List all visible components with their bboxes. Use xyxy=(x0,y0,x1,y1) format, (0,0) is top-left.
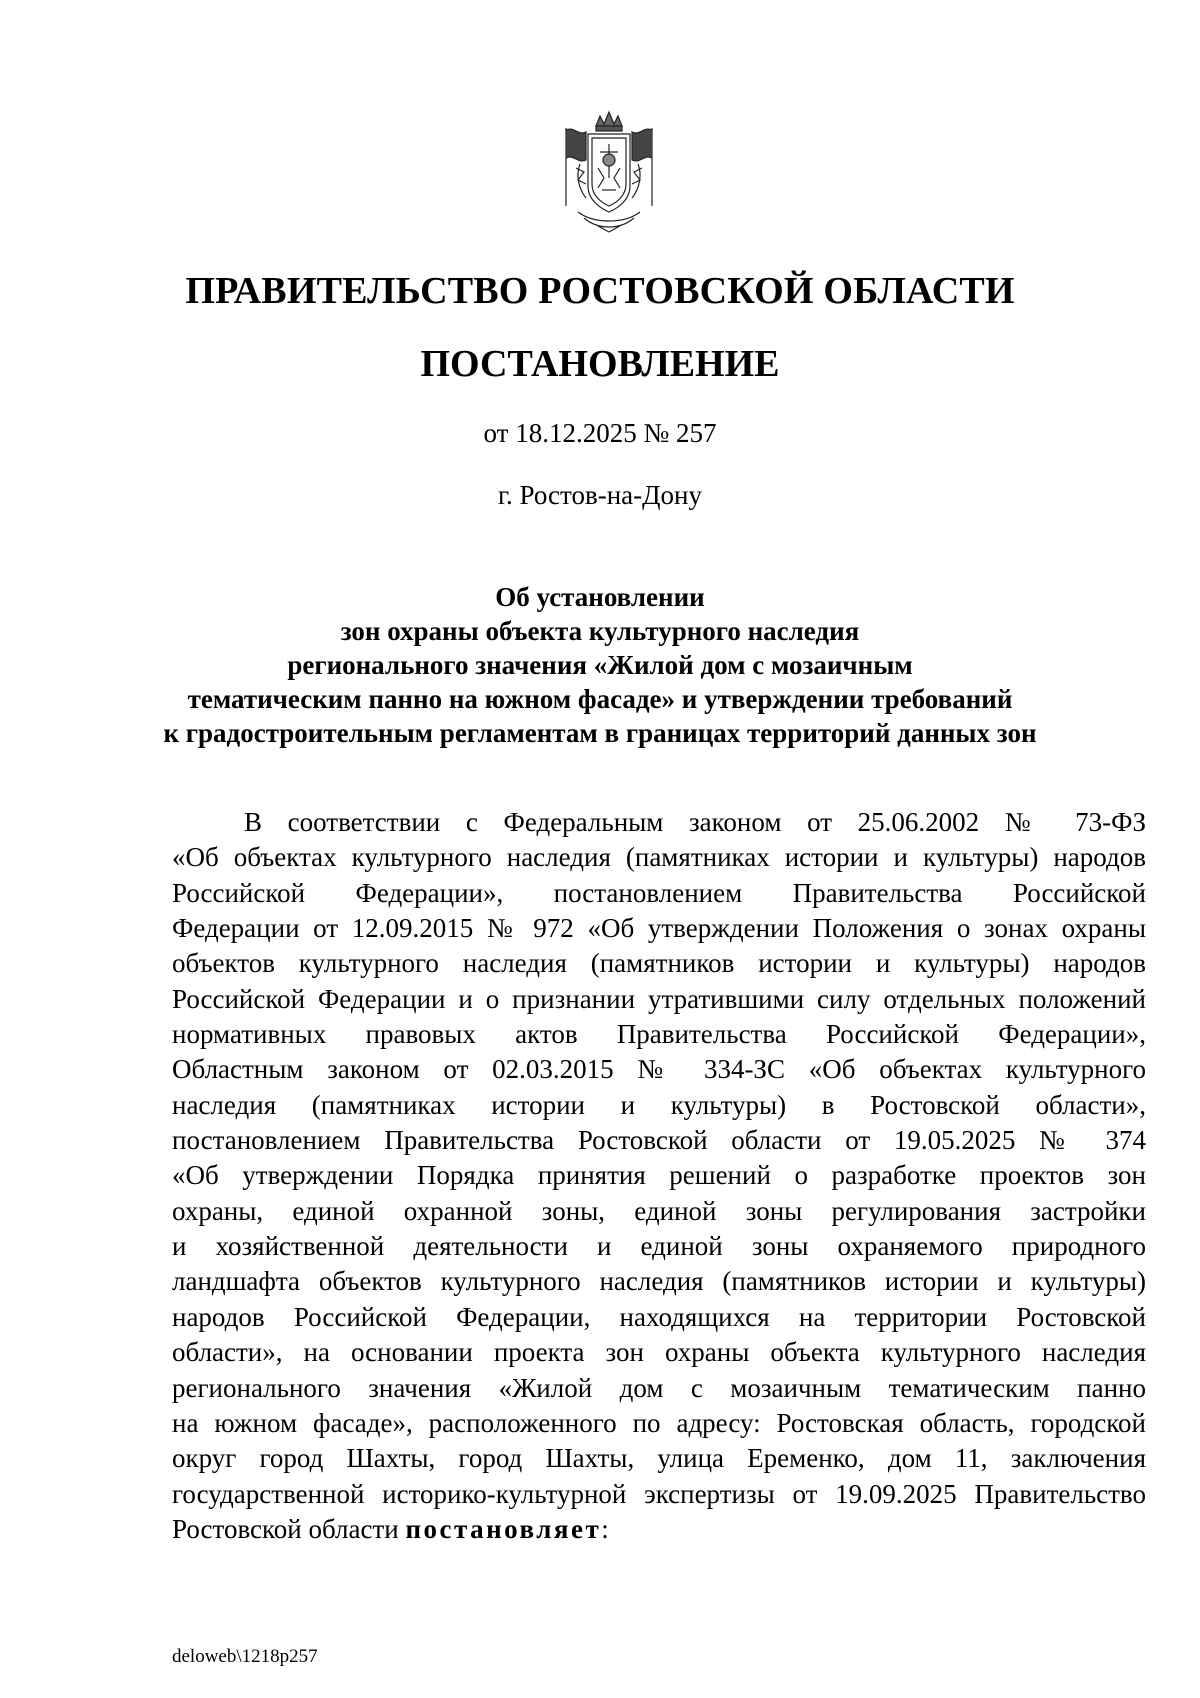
body-last-line xyxy=(172,1512,1146,1547)
organization-title: ПРАВИТЕЛЬСТВО РОСТОВСКОЙ ОБЛАСТИ xyxy=(185,270,1015,312)
subject-line: зон охраны объекта культурного наследия xyxy=(340,616,860,646)
document-subject xyxy=(120,580,1080,750)
body-line: объектов культурного наследия (памятников истории и культуры) народов xyxy=(172,948,1146,979)
body-line: регионального значения «Жилой дом с мозаичным тематическим панно xyxy=(172,1372,1146,1403)
document-body xyxy=(172,805,1146,1547)
subject-line: тематическим панно на южном фасаде» и утверждении требований xyxy=(187,684,1013,714)
body-line: «Об утверждении Порядка принятия решений о разработке проектов зон xyxy=(172,1160,1146,1191)
body-line: «Об объектах культурного наследия (памятниках истории и культуры) народов xyxy=(172,842,1146,873)
body-line: нормативных правовых актов Правительства Российской Федерации», xyxy=(172,1019,1146,1050)
body-line: Российской Федерации», постановлением Правительства Российской xyxy=(172,877,1146,908)
body-line: В соответствии с Федеральным законом от 25.06.2002 № 73-ФЗ xyxy=(244,807,1146,837)
body-line: Российской Федерации и о признании утратившими силу отдельных положений xyxy=(172,983,1146,1014)
body-line: области», на основании проекта зон охраны объекта культурного наследия xyxy=(172,1337,1146,1368)
file-reference: deloweb\1218p257 xyxy=(172,1646,318,1667)
body-line: округ город Шахты, город Шахты, улица Еременко, дом 11, заключения xyxy=(172,1443,1146,1474)
subject-line: к градостроительным регламентам в границах территорий данных зон xyxy=(163,718,1037,748)
subject-line: регионального значения «Жилой дом с мозаичным xyxy=(287,650,913,680)
body-line: ландшафта объектов культурного наследия (памятников истории и культуры) xyxy=(172,1266,1146,1297)
body-line: и хозяйственной деятельности и единой зоны охраняемого природного xyxy=(172,1231,1146,1262)
document-type-title: ПОСТАНОВЛЕНИЕ xyxy=(420,343,780,385)
document-date-number: от 18.12.2025 № 257 xyxy=(483,418,717,448)
body-last-line-prefix: Ростовской области xyxy=(172,1513,406,1544)
body-line: наследия (памятниках истории и культуры) в Ростовской области», xyxy=(172,1089,1146,1120)
resolution-keyword: постановляет xyxy=(405,1513,602,1544)
body-line: Областным законом от 02.03.2015 № 334-ЗС «Об объектах культурного xyxy=(172,1054,1146,1085)
body-last-line-suffix: : xyxy=(601,1513,609,1544)
body-line: Федерации от 12.09.2015 № 972 «Об утверждении Положения о зонах охраны xyxy=(172,913,1146,944)
body-line: государственной историко-культурной экспертизы от 19.09.2025 Правительство xyxy=(172,1478,1146,1509)
coat-of-arms-icon xyxy=(558,108,660,236)
body-line: постановлением Правительства Ростовской области от 19.05.2025 № 374 xyxy=(172,1125,1146,1156)
subject-line: Об установлении xyxy=(495,582,705,612)
body-line: охраны, единой охранной зоны, единой зоны регулирования застройки xyxy=(172,1195,1146,1226)
body-line: народов Российской Федерации, находящихся на территории Ростовской xyxy=(172,1301,1146,1332)
body-line: на южном фасаде», расположенного по адресу: Ростовская область, городской xyxy=(172,1407,1146,1438)
document-city: г. Ростов-на-Дону xyxy=(497,480,702,510)
